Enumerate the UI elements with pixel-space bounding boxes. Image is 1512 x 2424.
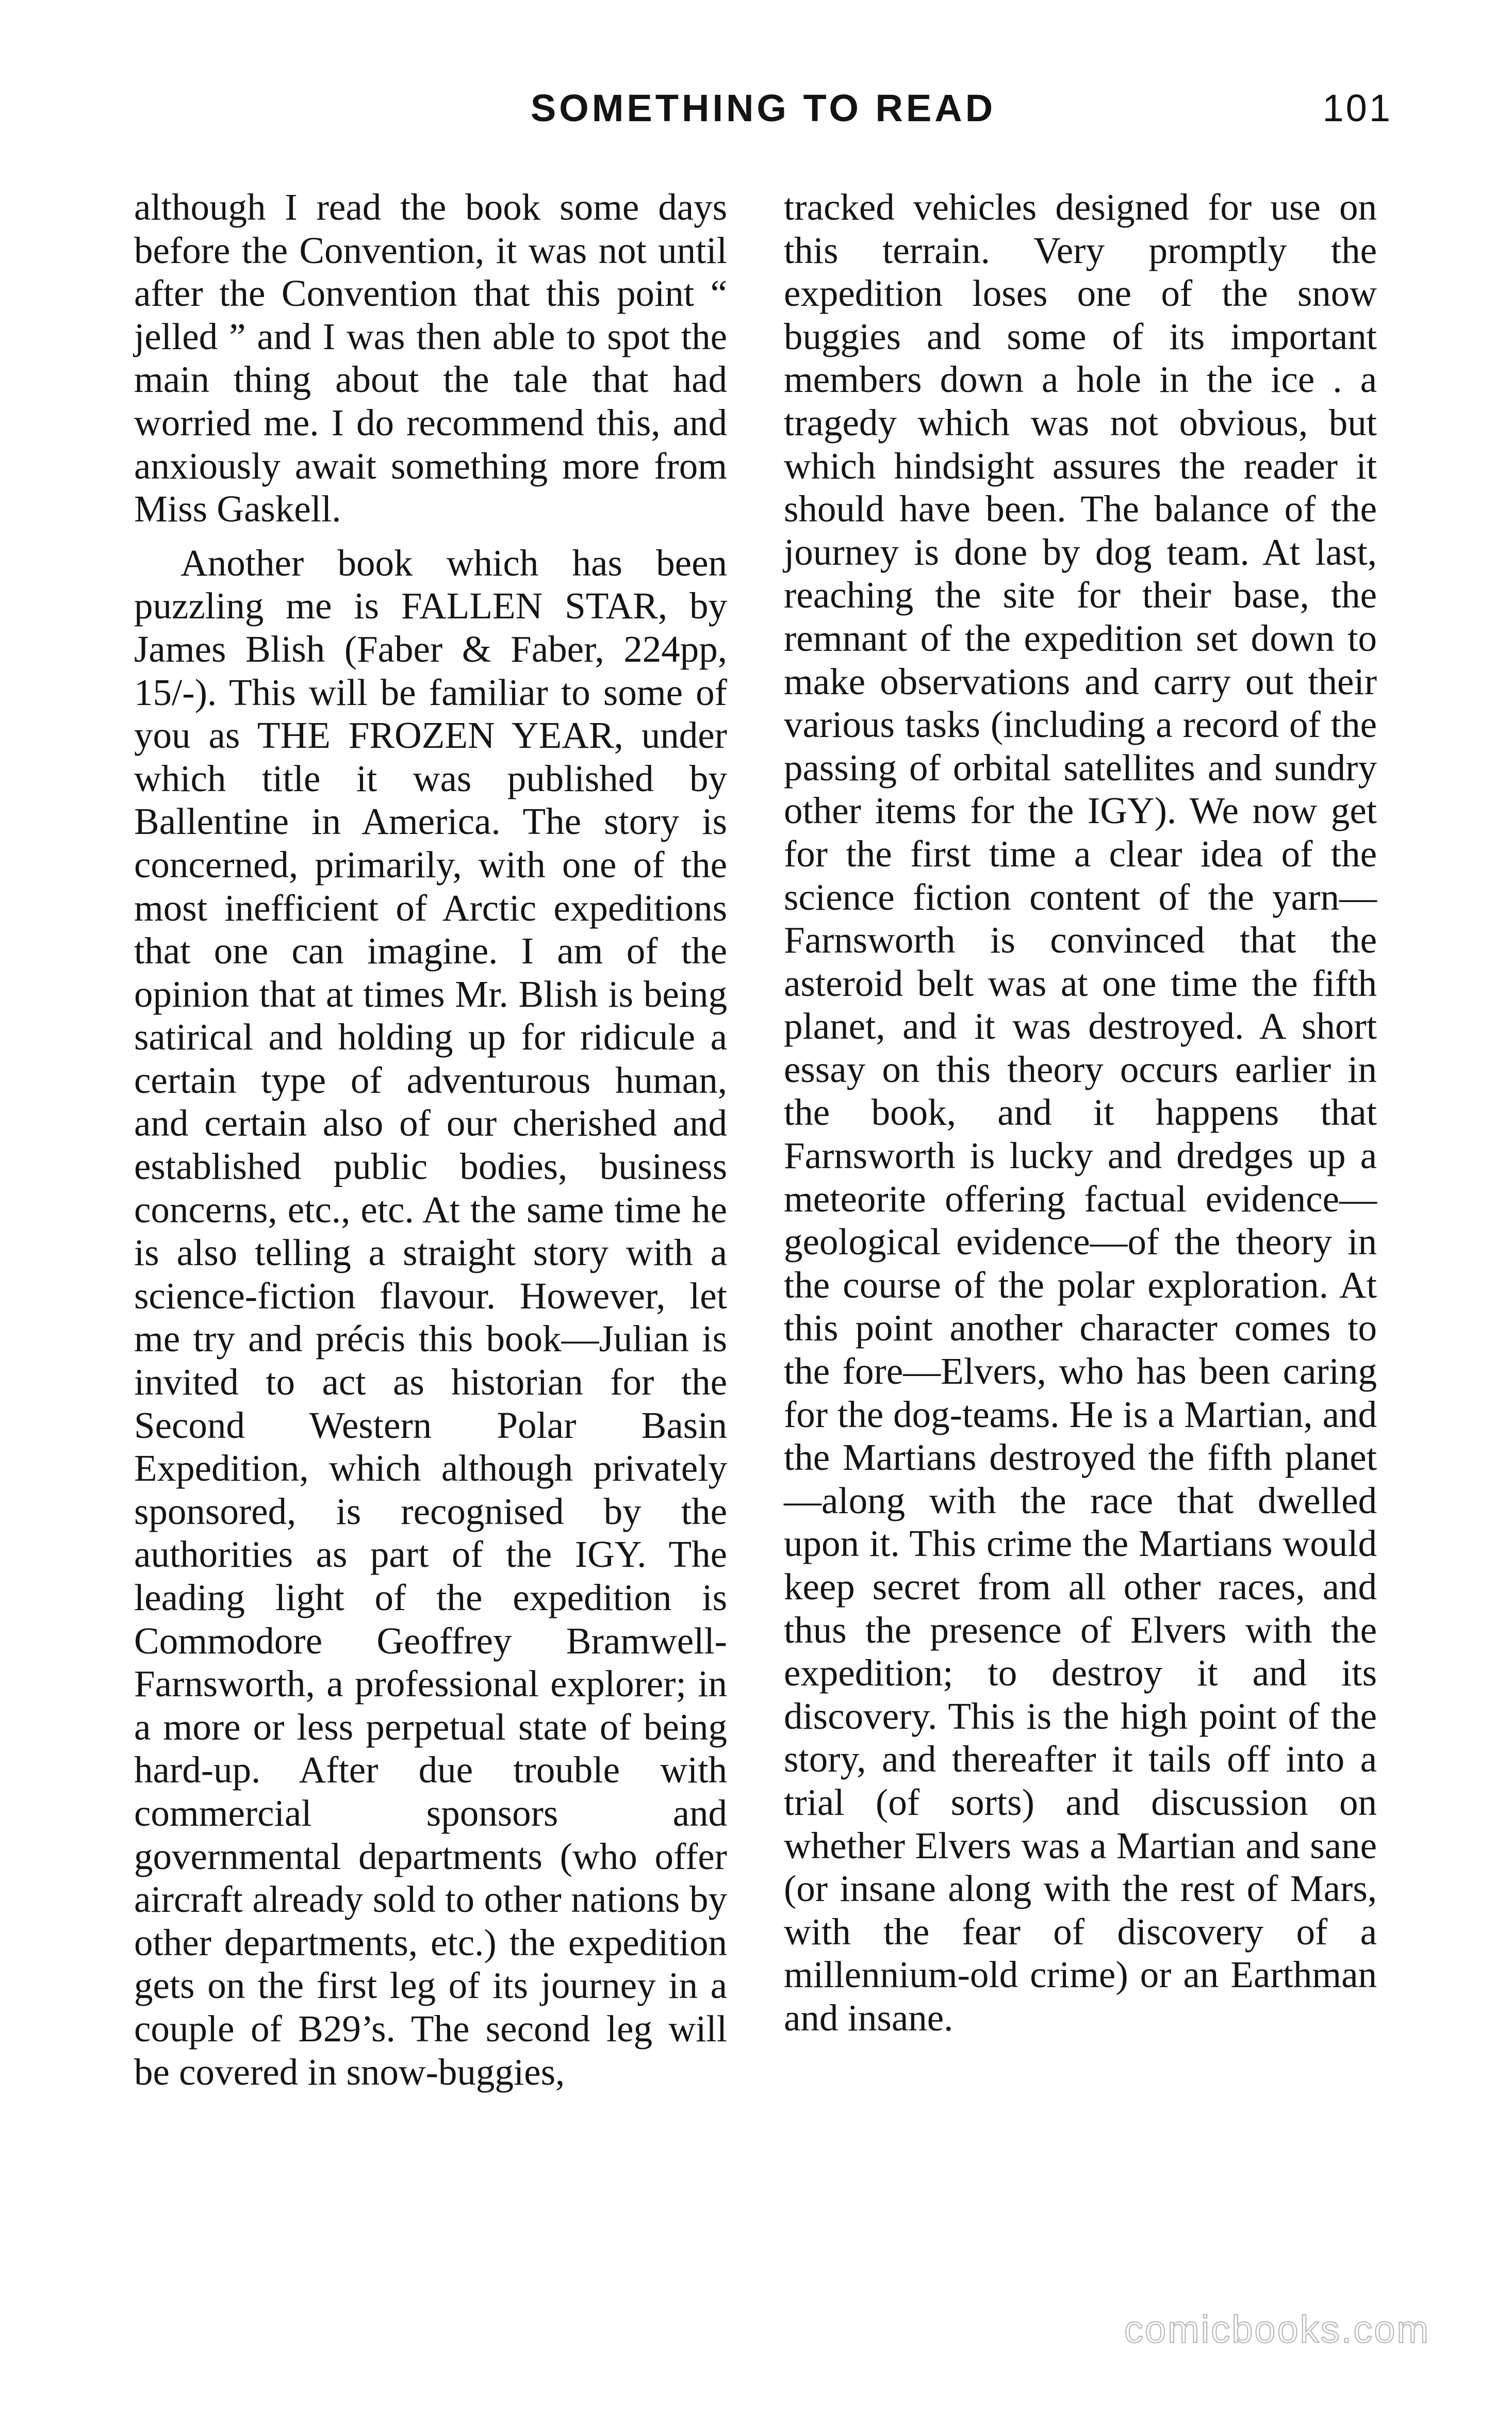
right-column — [784, 186, 1377, 2040]
page-header-title: SOMETHING TO READ — [530, 87, 996, 129]
right-column-paragraph-1: tracked vehicles designed for use on this terrain. Very promptly the expedition loses one of the snow buggies and some of its important members down a hole in the ice . a tragedy which was not obvious, but which hindsight assures the reader it should have been. The balance of the journey is done by dog team. At last, reaching the site for their base, the remnant of the expedition set down to make observations and carry out their various tasks (including a record of the passing of orbital satellites and sundry other items for the IGY). We now get for the first time a clear idea of the science fiction content of the yarn—Farnsworth is convinced that the asteroid belt was at one time the fifth planet, and it was destroyed. A short essay on this theory occurs earlier in the book, and it happens that Farnsworth is lucky and dredges up a meteorite offering factual evidence—geological evidence—of the theory in the course of the polar exploration. At this point another character comes to the fore—Elvers, who has been caring for the dog-teams. He is a Martian, and the Martians destroyed the fifth planet—along with the race that dwelled upon it. This crime the Martians would keep secret from all other races, and thus the presence of Elvers with the expedition; to destroy it and its discovery. This is the high point of the story, and thereafter it tails off into a trial (of sorts) and discussion on whether Elvers was a Martian and sane (or insane along with the rest of Mars, with the fear of discovery of a millennium-old crime) or an Earthman and insane. — [784, 186, 1377, 2039]
left-column — [134, 186, 727, 2093]
watermark-text: comicbooks.com — [1124, 2308, 1431, 2351]
running-head — [0, 77, 1512, 139]
page-number: 101 — [1322, 87, 1392, 129]
left-column-paragraph-2: Another book which has been puzzling me is FALLEN STAR, by James Blish (Faber & Faber, 224pp, 15/-). This will be familiar to some of you as THE FROZEN YEAR, under which title it was published by Ballentine in America. The story is concerned, primarily, with one of the most inefficient of Arctic expeditions that one can imagine. I am of the opinion that at times Mr. Blish is being satirical and holding up for ridicule a certain type of adventurous human, and certain also of our cherished and established public bodies, business concerns, etc., etc. At the same time he is also telling a straight story with a science-fiction flavour. However, let me try and précis this book—Julian is invited to act as historian for the Second Western Polar Basin Expedition, which although privately sponsored, is recognised by the authorities as part of the IGY. The leading light of the expedition is Commodore Geoffrey Bramwell-Farnsworth, a professional explorer; in a more or less perpetual state of being hard-up. After due trouble with commercial sponsors and governmental departments (who offer aircraft already sold to other nations by other departments, etc.) the expedition gets on the first leg of its journey in a couple of B29’s. The second leg will be covered in snow-buggies, — [134, 542, 727, 2093]
left-column-paragraph-1: although I read the book some days before the Convention, it was not until after the Convention that this point “ jelled ” and I was then able to spot the main thing about the tale that had worried me. I do recommend this, and anxiously await something more from Miss Gaskell. — [134, 186, 727, 530]
